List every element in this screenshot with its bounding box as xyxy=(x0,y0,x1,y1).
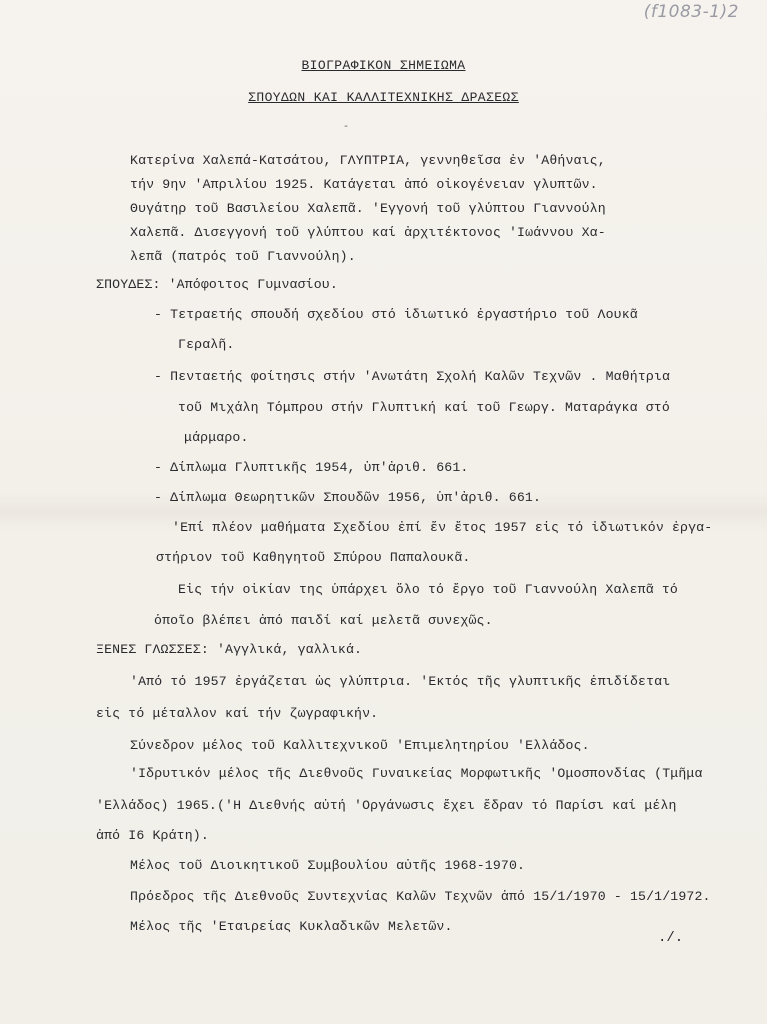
studies-extra-line: ὁποῖο βλέπει ἀπό παιδί καί μελετᾶ συνεχῶς. xyxy=(154,613,493,628)
separator-mark: - xyxy=(343,122,350,133)
intro-line: τήν 9ην 'Απριλίου 1925. Κατάγεται ἀπό οἰκογένειαν γλυπτῶν. xyxy=(130,177,598,192)
studies-extra-line: 'Επί πλέον μαθήματα Σχεδίου ἐπί ἕν ἔτος 1957 εἰς τό ἰδιωτικόν ἐργα- xyxy=(172,520,713,535)
activity-line: 'Ιδρυτικόν μέλος τῆς Διεθνοῦς Γυναικείας Μορφωτικῆς 'Ομοσπονδίας (Τμῆμα xyxy=(130,766,703,781)
activity-line: Μέλος τῆς 'Εταιρείας Κυκλαδικῶν Μελετῶν. xyxy=(130,919,453,934)
archive-reference: (f1083-1)2 xyxy=(643,2,739,22)
studies-item-cont: μάρμαρο. xyxy=(184,430,249,445)
activity-line: 'Από τό 1957 ἐργάζεται ὡς γλύπτρια. 'Εκτός τῆς γλυπτικῆς ἐπιδίδεται xyxy=(130,674,671,689)
studies-item: - Τετραετής σπουδή σχεδίου στό ἰδιωτικό ἐργαστήριο τοῦ Λουκᾶ xyxy=(154,307,638,322)
activity-line: εἰς τό μέταλλον καί τήν ζωγραφικήν. xyxy=(96,706,379,721)
end-mark: ./. xyxy=(658,930,684,946)
studies-heading: ΣΠΟΥΔΕΣ: 'Απόφοιτος Γυμνασίου. xyxy=(96,277,338,292)
studies-extra-line: Εἰς τήν οἰκίαν της ὑπάρχει ὅλο τό ἔργο τοῦ Γιαννούλη Χαλεπᾶ τό xyxy=(178,582,678,597)
studies-extra-line: στήριον τοῦ Καθηγητοῦ Σπύρου Παπαλουκᾶ. xyxy=(156,550,471,565)
activity-line: Μέλος τοῦ Διοικητικοῦ Συμβουλίου αὐτῆς 1968-1970. xyxy=(130,858,526,873)
intro-line: Κατερίνα Χαλεπά-Κατσάτου, ΓΛΥΠΤΡΙΑ, γεννηθεῖσα ἐν 'Αθήναις, xyxy=(130,153,606,168)
activity-line: 'Ελλάδος) 1965.('Η Διεθνής αὐτή 'Οργάνωσις ἔχει ἕδραν τό Παρίσι καί μέλη xyxy=(96,798,677,813)
intro-line: λεπᾶ (πατρός τοῦ Γιαννούλη). xyxy=(130,249,356,264)
document-title: ΒΙΟΓΡΑΦΙΚΟΝ ΣΗΜΕΙΩΜΑ xyxy=(301,58,466,73)
activity-line: ἀπό Ι6 Κράτη). xyxy=(96,828,209,843)
activity-line: Σύνεδρον μέλος τοῦ Καλλιτεχνικοῦ 'Επιμελητηρίου 'Ελλάδος. xyxy=(130,738,590,753)
document-subtitle: ΣΠΟΥΔΩΝ ΚΑΙ ΚΑΛΛΙΤΕΧΝΙΚΗΣ ΔΡΑΣΕΩΣ xyxy=(248,90,519,105)
studies-item: - Δίπλωμα Γλυπτικῆς 1954, ὑπ'ἀριθ. 661. xyxy=(154,460,469,475)
activity-line: Πρόεδρος τῆς Διεθνοῦς Συντεχνίας Καλῶν Τεχνῶν ἀπό 15/1/1970 - 15/1/1972. xyxy=(130,889,711,904)
studies-item-cont: τοῦ Μιχάλη Τόμπρου στήν Γλυπτική καί τοῦ Γεωργ. Ματαράγκα στό xyxy=(178,400,670,415)
intro-line: Χαλεπᾶ. Δισεγγονή τοῦ γλύπτου καί ἀρχιτέκτονος 'Ιωάννου Χα- xyxy=(130,225,606,240)
languages-line: ΞΕΝΕΣ ΓΛΩΣΣΕΣ: 'Αγγλικά, γαλλικά. xyxy=(96,642,363,657)
intro-line: Θυγάτηρ τοῦ Βασιλείου Χαλεπᾶ. 'Εγγονή τοῦ γλύπτου Γιαννούλη xyxy=(130,201,606,216)
studies-item: - Πενταετής φοίτησις στήν 'Ανωτάτη Σχολή Καλῶν Τεχνῶν . Μαθήτρια xyxy=(154,369,671,384)
studies-item: - Δίπλωμα Θεωρητικῶν Σπουδῶν 1956, ὑπ'ἀριθ. 661. xyxy=(154,490,542,505)
studies-item-cont: Γεραλῆ. xyxy=(178,337,235,352)
